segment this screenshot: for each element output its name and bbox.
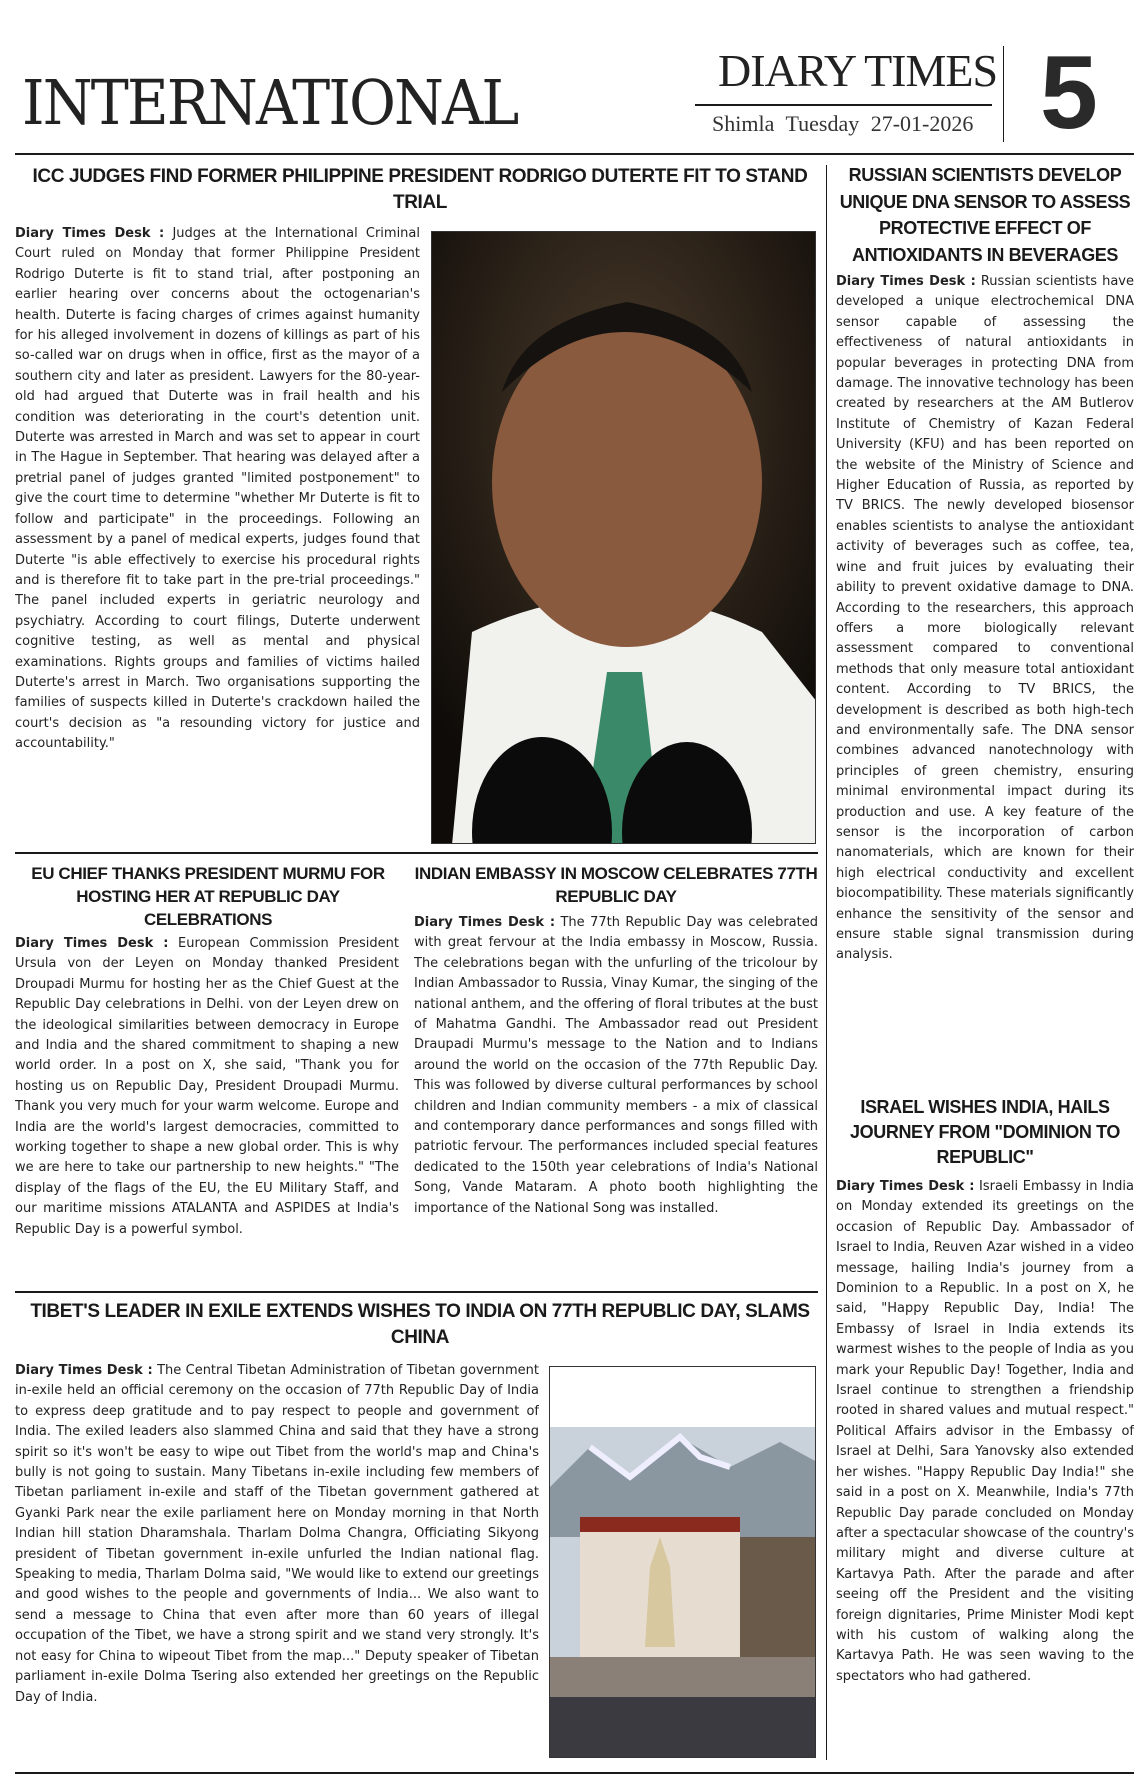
byline: Diary Times Desk : [15,226,165,241]
byline: Diary Times Desk : [836,1179,975,1194]
article-body [414,913,818,1282]
article-text: Russian scientists have developed a unique electrochemical DNA sensor capable of assessing the effectiveness of natural antioxidants in popular beverages in protecting DNA from damage. The innovative technology has been created by researchers at the AM Butlerov Institute of Chemistry of Kazan Federal University (KFU) and has been reported on the website of the Ministry of Science and Higher Education of Russia, as reported by TV BRICS. The newly developed biosensor enables scientists to analyse the antioxidant activity of beverages such as coffee, tea, wine and fruit juices by evaluating their ability to prevent oxidative damage to DNA. According to the researchers, this approach offers a more biologically relevant assessment compared to conventional methods that only measure total antioxidant content. According to TV BRICS, the development is described as both high-tech and environmentally safe. The DNA sensor combines advanced nanotechnology with principles of green chemistry, ensuring minimal environmental impact during its production and use. A key feature of the sensor is the incorporation of carbon nanomaterials, which are known for their high electrical conductivity and excellent biocompatibility. These materials significantly enhance the sensitivity of the sensor and ensure stable signal transmission during analysis. [836,274,1134,963]
paper-name: DIARY TIMES [718,45,998,96]
divider [15,852,818,854]
article-body [15,224,420,846]
article-body [836,272,1134,1088]
page-number: 5 [1040,35,1098,151]
day: Tuesday [785,111,860,136]
divider [15,1291,818,1293]
article-body [15,1361,539,1761]
headline: INDIAN EMBASSY IN MOSCOW CELEBRATES 77TH REPUBLIC DAY [414,864,818,906]
article-text: The 77th Republic Day was celebrated with great fervour at the India embassy in Moscow, Russia. The celebrations began with the unfurling of the tricolour by Indian Ambassador to Russia, Vinay Kumar, the singing of the national anthem, and the offering of floral tributes at the bust of Mahatma Gandhi. The Ambassador read out President Draupadi Murmu's message to the Nation and to Indians around the world on the occasion of the 77th Republic Day. This was followed by diverse cultural performances by school children and Indian community members - a mix of classical and contemporary dance performances and songs filled with patriotic fervour. The performances included special features dedicated to the 150th year celebrations of India's National Song, Vande Mataram. A photo booth highlighting the importance of the National Song was installed. [414,915,818,1216]
divider [695,104,992,106]
byline: Diary Times Desk : [836,274,976,289]
article-text: European Commission President Ursula von der Leyen on Monday thanked President Droupadi Murmu for hosting her as the Chief Guest at the Republic Day celebrations in Delhi. von der Leyen drew on the ideological similarities between democracy in Europe and India and the shared commitment to shaping a new world order. In a post on X, she said, "Thank you for hosting us on Republic Day, President Droupadi Murmu. Thank you very much for your warm welcome. Europe and India are the world's largest democracies, committed to working together to shape a new global order. This is why we are here to take our partnership to new heights." "The display of the flags of the EU, the EU Military Staff, and our maritime missions ATALANTA and ASPIDES at India's Republic Day is a powerful symbol. [15,936,399,1237]
dateline [712,111,973,137]
divider [15,1772,1134,1774]
article-body [836,1177,1134,1761]
byline: Diary Times Desk : [15,936,169,951]
divider [1003,46,1004,142]
article-text: Israeli Embassy in India on Monday extended its greetings on the occasion of Republic Day. Ambassador of Israel to India, Reuven Azar wished in a video message, hailing India's journey from a Dominion to a Republic. In a post on X, he said, "Happy Republic Day, India! The Embassy of Israel in India extends its warmest wishes to the people of India as you mark your Republic Day! Together, India and Israel continue to strengthen a friendship rooted in shared values and mutual respect." Political Affairs advisor in the Embassy of Israel at Delhi, Sara Yanovsky also extended her wishes. "Happy Republic Day India!" she said in a post on X. Meanwhile, India's 77th Republic Day parade concluded on Monday after a spectacular showcase of the country's military might and diverse culture at Kartavya Path. After the parade and after seeing off the President and the visiting foreign dignitaries, Prime Minister Modi kept with his custom of walking along the Kartavya Path. He was seen waving to the spectators who had gathered. [836,1179,1134,1684]
headline: TIBET'S LEADER IN EXILE EXTENDS WISHES TO INDIA ON 77TH REPUBLIC DAY, SLAMS CHINA [30,1301,810,1348]
city: Shimla [712,111,775,136]
article-text: Judges at the International Criminal Court ruled on Monday that former Philippine President Rodrigo Duterte is fit to stand trial, after postponing an earlier hearing over concerns about the octogenarian's health. Duterte is facing charges of crimes against humanity for his alleged involvement in dozens of killings as part of his so-called war on drugs when in office, first as the mayor of a southern city and later as president. Lawyers for the 80-year-old had argued that Duterte was in frail health and his condition was deteriorating in the court's detention unit. Duterte was arrested in March and was set to appear in court in The Hague in September. That hearing was delayed after a pretrial panel of judges granted "limited postponement" to give the court time to determine "whether Mr Duterte is fit to follow and participate" in the proceedings. Following an assessment by a panel of medical experts, judges found that Duterte "is able effectively to exercise his procedural rights and is therefore fit to take part in the pre-trial proceedings." The panel included experts in geriatric neurology and psychiatry. According to court filings, Duterte underwent cognitive testing, as well as mental and physical examinations. Rights groups and families of victims hailed Duterte's arrest in March. Two organisations supporting the families of suspects killed in Duterte's crackdown hailed the court's decision as "a resounding victory for justice and accountability." [15,226,420,752]
divider [15,153,1134,155]
headline: ISRAEL WISHES INDIA, HAILS JOURNEY FROM "DOMINION TO REPUBLIC" [850,1097,1120,1167]
article-body [15,934,399,1282]
section-title: INTERNATIONAL [22,66,518,139]
headline: RUSSIAN SCIENTISTS DEVELOP UNIQUE DNA SENSOR TO ASSESS PROTECTIVE EFFECT OF ANTIOXIDANTS IN BEVERAGES [839,165,1131,265]
column-divider [826,165,827,1760]
byline: Diary Times Desk : [15,1363,153,1378]
byline: Diary Times Desk : [414,915,556,930]
date: 27-01-2026 [870,111,974,136]
tibet-ceremony-photo [549,1366,816,1758]
headline: ICC JUDGES FIND FORMER PHILIPPINE PRESIDENT RODRIGO DUTERTE FIT TO STAND TRIAL [32,166,808,213]
duterte-photo [431,231,816,844]
article-text: The Central Tibetan Administration of Tibetan government in-exile held an official ceremony on the occasion of 77th Republic Day of India to express deep gratitude and to pay respect to people and government of India. The exiled leaders also slammed China and said that they have a strong spirit so it's won't be easy to wipe out Tibet from the world's map and China's bully is not going to sustain. Many Tibetans in-exile including few members of Tibetan parliament in-exile and staff of the Tibetan government gathered at Gyanki Park near the exile parliament here on Monday morning in that North Indian hill station Dharamshala. Tharlam Dolma Changra, Officiating Sikyong president of Tibetan government in-exile unfurled the Indian national flag. Speaking to media, Tharlam Dolma said, "We would like to extend our greetings and good wishes to the people and governments of India... We also want to send a message to China that even after more than 60 years of illegal occupation of the Tibet, we have a strong spirit and we stand very strongly. It's not easy for China to wipeout Tibet from the map..." Deputy speaker of Tibetan parliament in-exile Dolma Tsering also extended her greetings on the Republic Day of India. [15,1363,539,1705]
headline: EU CHIEF THANKS PRESIDENT MURMU FOR HOSTING HER AT REPUBLIC DAY CELEBRATIONS [31,864,385,929]
